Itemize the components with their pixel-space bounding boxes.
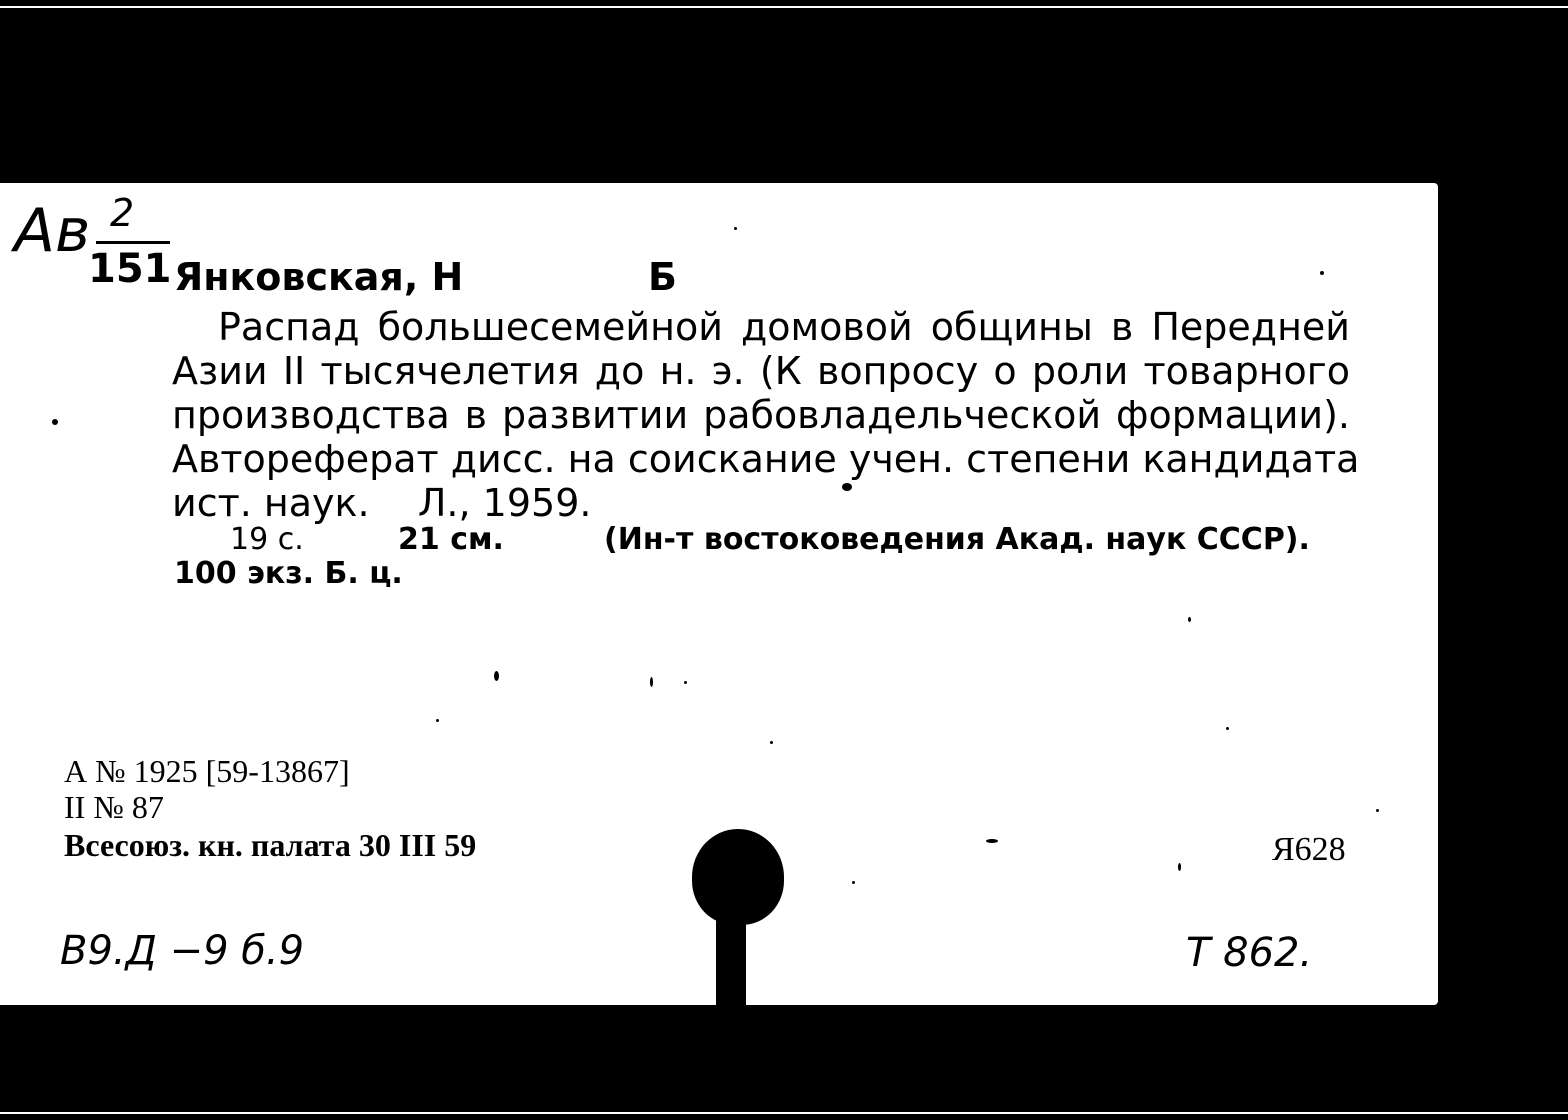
author-initial: Б — [648, 255, 677, 299]
handwritten-note-right: Т 862. — [1186, 930, 1313, 976]
registry-code: Я628 — [1272, 831, 1346, 868]
scan-bottom-border — [0, 1112, 1568, 1114]
registry-line-1: А № 1925 [59-13867] — [64, 753, 350, 789]
title-line-5: ист. наук. Л., 1959. — [172, 481, 592, 525]
speck — [734, 227, 737, 230]
speck — [1320, 271, 1324, 275]
speck — [684, 681, 687, 684]
speck — [1376, 809, 1379, 812]
collation-publisher: (Ин-т востоковедения Акад. наук СССР). — [604, 522, 1310, 557]
speck — [650, 677, 653, 687]
punch-hole-slot — [716, 899, 746, 1005]
title-line-3: производства в развитии рабовладельческой формации). — [172, 393, 1350, 437]
registry-line-2: II № 87 — [64, 789, 164, 825]
speck — [770, 741, 773, 744]
shelfmark-prefix: Ав — [14, 196, 91, 266]
speck — [494, 671, 499, 681]
shelfmark-denominator: 151 — [88, 246, 172, 292]
handwritten-note-left: В9.Д −9 б.9 — [60, 928, 305, 974]
speck — [1226, 727, 1229, 730]
catalog-card — [0, 183, 1438, 1005]
speck — [1188, 617, 1191, 622]
author-name: Янковская, Н — [174, 255, 464, 299]
shelfmark-numerator: 2 — [110, 191, 135, 235]
collation-size: 21 см. — [398, 522, 504, 557]
speck — [852, 881, 855, 884]
speck — [986, 839, 998, 843]
collation-pages: 19 с. — [230, 522, 304, 557]
title-line-4: Автореферат дисс. на соискание учен. степени кандидата — [172, 437, 1360, 481]
print-run: 100 экз. Б. ц. — [174, 556, 403, 591]
title-line-1: Распад большесемейной домовой общины в Передней — [218, 305, 1350, 349]
speck — [436, 719, 439, 722]
speck — [52, 419, 58, 425]
registry-line-3: Всесоюз. кн. палата 30 III 59 — [64, 827, 477, 863]
title-line-2: Азии II тысячелетия до н. э. (К вопросу о роли товарного — [172, 349, 1350, 393]
speck — [842, 483, 852, 491]
speck — [1178, 863, 1181, 871]
shelfmark-fraction-bar — [96, 241, 170, 244]
scan-top-border — [0, 6, 1568, 8]
